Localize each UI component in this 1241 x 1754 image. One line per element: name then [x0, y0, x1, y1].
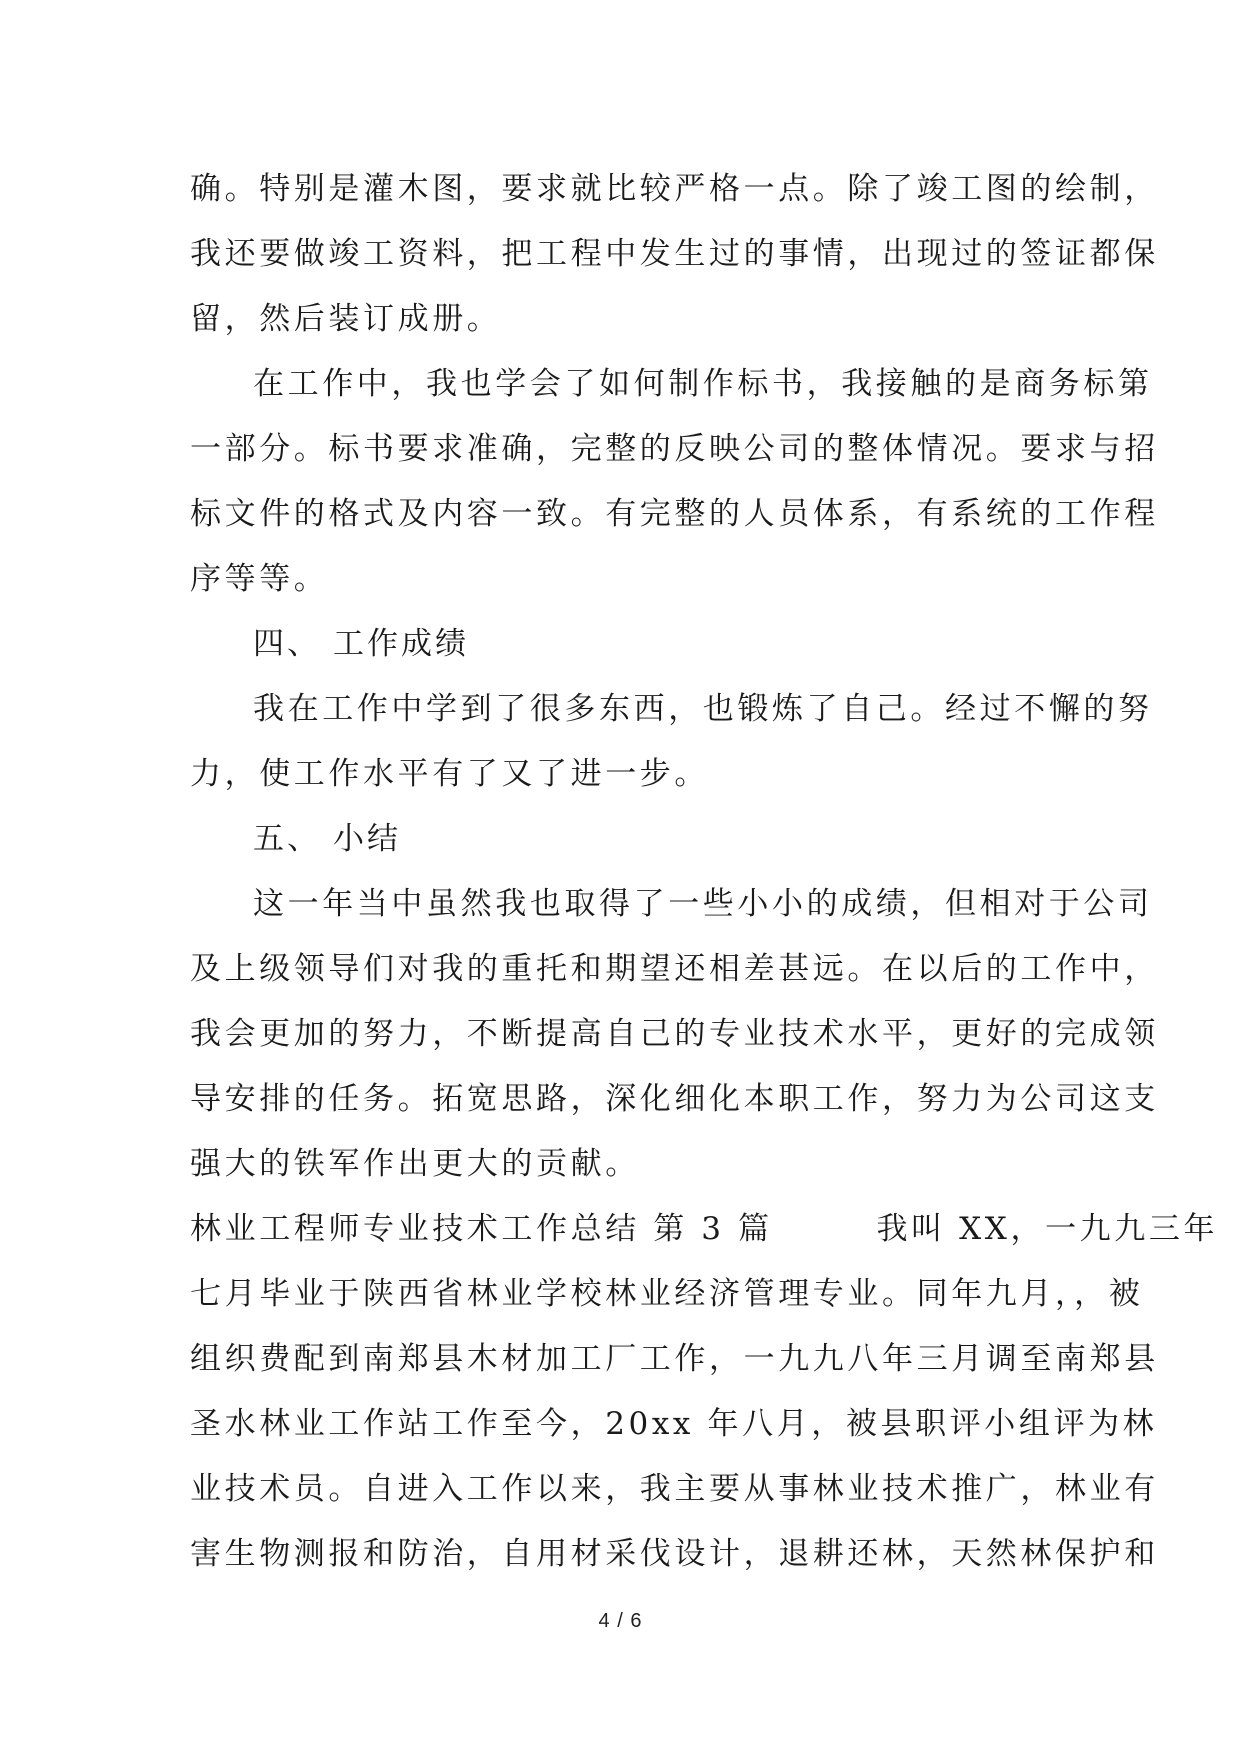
paragraph-line: 标文件的格式及内容一致。有完整的人员体系，有系统的工作程	[190, 496, 1159, 532]
section-title-line: 林业工程师专业技术工作总结 第 3 篇 我叫 XX，一九九三年	[190, 1211, 1219, 1247]
paragraph-line: 强大的铁军作出更大的贡献。	[190, 1146, 640, 1182]
paragraph-line: 一部分。标书要求准确，完整的反映公司的整体情况。要求与招	[190, 431, 1159, 467]
paragraph-line: 我会更加的努力，不断提高自己的专业技术水平，更好的完成领	[190, 1016, 1159, 1052]
paragraph-line: 我还要做竣工资料，把工程中发生过的事情，出现过的签证都保	[190, 236, 1159, 272]
paragraph-line: 序等等。	[190, 561, 329, 597]
section-heading-5	[253, 819, 401, 859]
paragraph-line: 组织费配到南郑县木材加工厂工作，一九九八年三月调至南郑县	[190, 1341, 1159, 1377]
paragraph-line: 留，然后装订成册。	[190, 301, 502, 337]
section-number: 四、	[253, 626, 321, 662]
paragraph-line: 业技术员。自进入工作以来，我主要从事林业技术推广，林业有	[190, 1471, 1159, 1507]
paragraph-line: 导安排的任务。拓宽思路，深化细化本职工作，努力为公司这支	[190, 1081, 1159, 1117]
paragraph-line: 七月毕业于陕西省林业学校林业经济管理专业。同年九月，，被	[190, 1276, 1144, 1312]
paragraph-line: 这一年当中虽然我也取得了一些小小的成绩，但相对于公司	[253, 886, 1153, 922]
paragraph-line: 我在工作中学到了很多东西，也锻炼了自己。经过不懈的努	[253, 691, 1153, 727]
paragraph-line: 确。特别是灌木图，要求就比较严格一点。除了竣工图的绘制，	[190, 171, 1159, 207]
paragraph-line: 在工作中，我也学会了如何制作标书，我接触的是商务标第	[253, 366, 1153, 402]
paragraph-line: 害生物测报和防治，自用材采伐设计，退耕还林，天然林保护和	[190, 1536, 1159, 1572]
section-number: 五、	[253, 821, 321, 857]
section-title: 工作成绩	[333, 626, 469, 662]
page-number: 4 / 6	[598, 1610, 643, 1632]
paragraph-line: 圣水林业工作站工作至今，20xx 年八月，被县职评小组评为林	[190, 1406, 1158, 1442]
paragraph-line: 及上级领导们对我的重托和期望还相差甚远。在以后的工作中，	[190, 951, 1159, 987]
section-heading-4	[253, 624, 469, 664]
section-title: 小结	[333, 821, 401, 857]
paragraph-line: 力，使工作水平有了又了进一步。	[190, 756, 709, 792]
